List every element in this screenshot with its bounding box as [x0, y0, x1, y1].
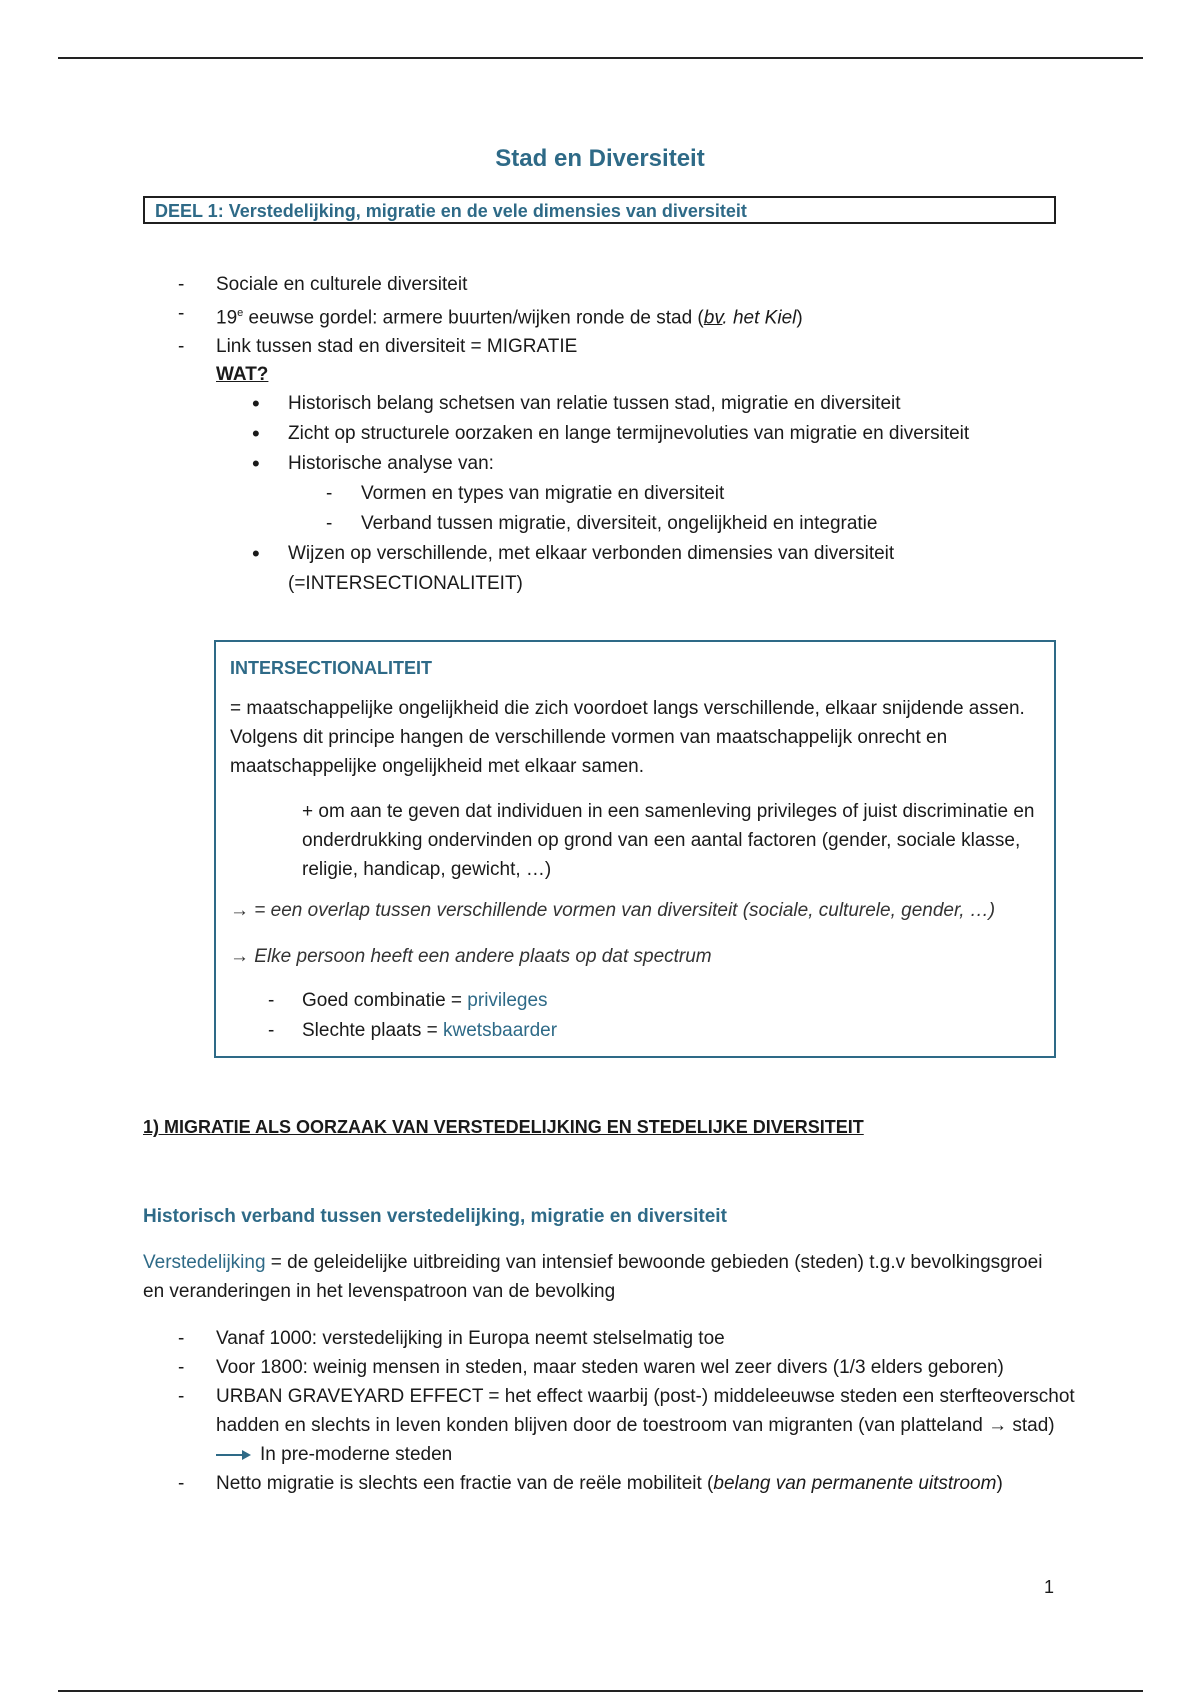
- list-item: In pre-moderne steden: [178, 1440, 1078, 1469]
- history-list: [178, 1324, 1078, 1498]
- analysis-sublist: [288, 479, 1070, 539]
- list-item: - 19e eeuwse gordel: armere buurten/wijken ronde de stad (bv. het Kiel): [178, 299, 1078, 332]
- list-item: • Wijzen op verschillende, met elkaar verbonden dimensies van diversiteit (=INTERSECTIONALITEIT): [250, 539, 1070, 599]
- arrow-right-icon: [216, 1449, 252, 1461]
- page-title: Stad en Diversiteit: [495, 145, 705, 172]
- list-item: - Vormen en types van migratie en diversiteit: [288, 479, 1070, 509]
- subsection-heading: Historisch verband tussen verstedelijking, migratie en diversiteit: [143, 1206, 727, 1227]
- list-item: - Voor 1800: weinig mensen in steden, maar steden waren wel zeer divers (1/3 elders geboren): [178, 1353, 1078, 1382]
- page-number: 1: [1044, 1577, 1055, 1597]
- wat-list: [250, 389, 1070, 599]
- list-item: • Historisch belang schetsen van relatie tussen stad, migratie en diversiteit: [250, 389, 1070, 419]
- list-item: - URBAN GRAVEYARD EFFECT = het effect waarbij (post-) middeleeuwse steden een sterfteoverschot hadden en slechts in leven konden blijven door de toestroom van migranten (van platteland → stad): [178, 1382, 1078, 1440]
- part-heading-box: DEEL 1: Verstedelijking, migratie en de vele dimensies van diversiteit: [143, 196, 1056, 224]
- list-item: • Zicht op structurele oorzaken en lange termijnevoluties van migratie en diversiteit: [250, 419, 1070, 449]
- box-arrow-note: → Elke persoon heeft een andere plaats op dat spectrum: [230, 946, 712, 967]
- list-item: - Netto migratie is slechts een fractie van de reële mobiliteit (belang van permanente uitstroom): [178, 1469, 1078, 1498]
- box-arrow-note: → = een overlap tussen verschillende vormen van diversiteit (sociale, culturele, gender, …): [230, 900, 996, 921]
- footer-rule: [58, 1690, 1143, 1692]
- box-plus-note: + om aan te geven dat individuen in een samenleving privileges of juist discriminatie en onderdrukking ondervinden op grond van een aantal factoren (gender, sociale klasse, religie, handicap, gewicht, …): [302, 801, 1035, 880]
- box-title: INTERSECTIONALITEIT: [230, 658, 432, 678]
- header-rule: [58, 57, 1143, 59]
- list-item: - Sociale en culturele diversiteit: [178, 270, 1078, 299]
- list-item: - Verband tussen migratie, diversiteit, ongelijkheid en integratie: [288, 509, 1070, 539]
- list-item: - Goed combinatie = privileges: [230, 986, 1040, 1016]
- intersectionaliteit-box: [214, 640, 1056, 1058]
- list-item: - Vanaf 1000: verstedelijking in Europa neemt stelselmatig toe: [178, 1324, 1078, 1353]
- list-item: • Historische analyse van: - Vormen en types van migratie en diversiteit - Verband tussen migratie, diversiteit, ongelijkheid en integratie: [250, 449, 1070, 539]
- wat-heading: WAT?: [216, 364, 269, 385]
- section-heading: 1) MIGRATIE ALS OORZAAK VAN VERSTEDELIJKING EN STEDELIJKE DIVERSITEIT: [143, 1117, 864, 1137]
- box-list: [230, 986, 1040, 1046]
- verstedelijking-definition: Verstedelijking = de geleidelijke uitbreiding van intensief bewoonde gebieden (steden) t.g.v bevolkingsgroei en veranderingen in het levenspatroon van de bevolking: [143, 1252, 1043, 1302]
- list-item: - Slechte plaats = kwetsbaarder: [230, 1016, 1040, 1046]
- box-definition: = maatschappelijke ongelijkheid die zich voordoet langs verschillende, elkaar snijdende assen. Volgens dit principe hangen de verschillende vormen van maatschappelijk onrecht en maatschappelijke ongelijkheid met elkaar samen.: [230, 698, 1025, 777]
- list-item: - Link tussen stad en diversiteit = MIGRATIE: [178, 332, 1078, 361]
- intro-list: [178, 270, 1078, 361]
